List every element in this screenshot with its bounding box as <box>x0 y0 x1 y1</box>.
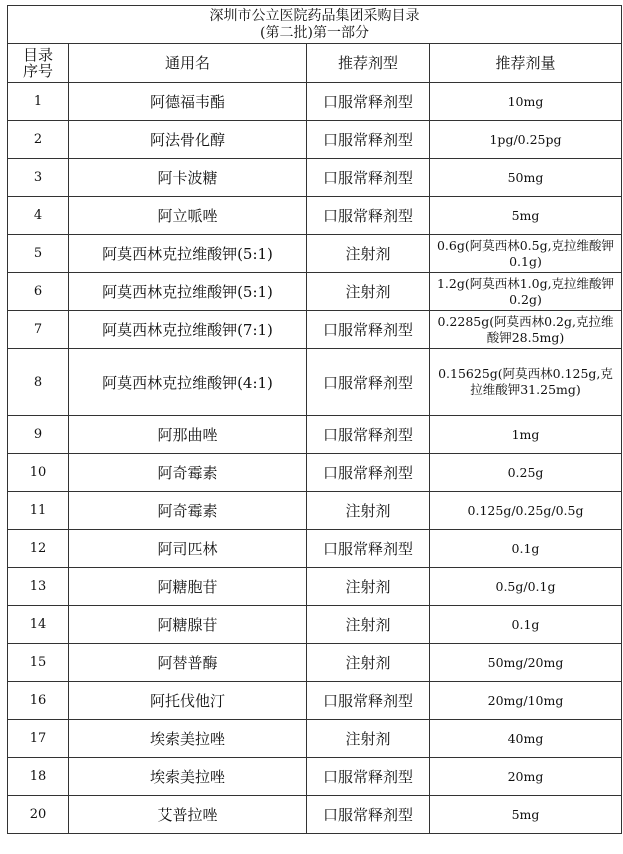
drug-name-cell: 阿那曲唑 <box>69 416 307 454</box>
table-row <box>8 492 622 530</box>
dosage-spec-cell: 0.2285g(阿莫西林0.2g,克拉维酸钾28.5mg) <box>430 311 622 349</box>
drug-name-cell: 埃索美拉唑 <box>69 758 307 796</box>
dosage-form-cell: 口服常释剂型 <box>307 197 430 235</box>
dosage-spec-cell: 1.2g(阿莫西林1.0g,克拉维酸钾0.2g) <box>430 273 622 311</box>
row-number-cell: 6 <box>8 273 69 311</box>
procurement-catalog-sheet <box>7 5 621 834</box>
drug-name-cell: 埃索美拉唑 <box>69 720 307 758</box>
dosage-spec-cell: 1pg/0.25pg <box>430 121 622 159</box>
row-number-cell: 14 <box>8 606 69 644</box>
dosage-spec-cell: 50mg <box>430 159 622 197</box>
header-name: 通用名 <box>69 44 307 83</box>
row-number-cell: 11 <box>8 492 69 530</box>
table-row <box>8 273 622 311</box>
table-row <box>8 121 622 159</box>
drug-name-cell: 阿莫西林克拉维酸钾(5:1) <box>69 273 307 311</box>
row-number-cell: 13 <box>8 568 69 606</box>
dosage-form-cell: 注射剂 <box>307 235 430 273</box>
table-row <box>8 568 622 606</box>
dosage-spec-cell: 0.1g <box>430 606 622 644</box>
drug-name-cell: 阿卡波糖 <box>69 159 307 197</box>
row-number-cell: 2 <box>8 121 69 159</box>
row-number-cell: 7 <box>8 311 69 349</box>
header-seq <box>8 44 69 83</box>
drug-name-cell: 阿奇霉素 <box>69 454 307 492</box>
drug-name-cell: 阿奇霉素 <box>69 492 307 530</box>
dosage-form-cell: 注射剂 <box>307 606 430 644</box>
table-row <box>8 530 622 568</box>
dosage-spec-cell: 0.25g <box>430 454 622 492</box>
drug-name-cell: 阿立哌唑 <box>69 197 307 235</box>
drug-name-cell: 阿糖腺苷 <box>69 606 307 644</box>
drug-catalog-table <box>7 5 622 834</box>
row-number-cell: 17 <box>8 720 69 758</box>
dosage-form-cell: 注射剂 <box>307 720 430 758</box>
dosage-form-cell: 口服常释剂型 <box>307 682 430 720</box>
drug-name-cell: 阿替普酶 <box>69 644 307 682</box>
row-number-cell: 10 <box>8 454 69 492</box>
dosage-form-cell: 口服常释剂型 <box>307 416 430 454</box>
table-row <box>8 682 622 720</box>
dosage-form-cell: 口服常释剂型 <box>307 796 430 834</box>
dosage-spec-cell: 0.6g(阿莫西林0.5g,克拉维酸钾0.1g) <box>430 235 622 273</box>
dosage-form-cell: 注射剂 <box>307 644 430 682</box>
dosage-spec-cell: 0.125g/0.25g/0.5g <box>430 492 622 530</box>
drug-name-cell: 阿德福韦酯 <box>69 83 307 121</box>
table-row <box>8 758 622 796</box>
dosage-spec-cell: 0.1g <box>430 530 622 568</box>
table-row <box>8 159 622 197</box>
drug-name-cell: 阿法骨化醇 <box>69 121 307 159</box>
dosage-spec-cell: 0.15625g(阿莫西林0.125g,克拉维酸钾31.25mg) <box>430 349 622 416</box>
dosage-form-cell: 口服常释剂型 <box>307 349 430 416</box>
title-row <box>8 6 622 44</box>
row-number-cell: 8 <box>8 349 69 416</box>
table-body <box>8 83 622 834</box>
row-number-cell: 18 <box>8 758 69 796</box>
dosage-spec-cell: 50mg/20mg <box>430 644 622 682</box>
dosage-spec-cell: 5mg <box>430 796 622 834</box>
table-row <box>8 311 622 349</box>
dosage-form-cell: 口服常释剂型 <box>307 121 430 159</box>
drug-name-cell: 阿莫西林克拉维酸钾(7:1) <box>69 311 307 349</box>
drug-name-cell: 阿莫西林克拉维酸钾(4:1) <box>69 349 307 416</box>
row-number-cell: 4 <box>8 197 69 235</box>
header-seq-line-1: 目录 <box>22 46 53 64</box>
row-number-cell: 1 <box>8 83 69 121</box>
drug-name-cell: 阿司匹林 <box>69 530 307 568</box>
dosage-form-cell: 口服常释剂型 <box>307 758 430 796</box>
table-title <box>8 6 622 44</box>
dosage-spec-cell: 1mg <box>430 416 622 454</box>
dosage-form-cell: 口服常释剂型 <box>307 454 430 492</box>
drug-name-cell: 阿糖胞苷 <box>69 568 307 606</box>
header-form: 推荐剂型 <box>307 44 430 83</box>
header-seq-line-2: 序号 <box>22 62 53 80</box>
table-row <box>8 606 622 644</box>
row-number-cell: 9 <box>8 416 69 454</box>
dosage-spec-cell: 20mg <box>430 758 622 796</box>
table-row <box>8 83 622 121</box>
table-row <box>8 644 622 682</box>
dosage-form-cell: 口服常释剂型 <box>307 530 430 568</box>
drug-name-cell: 艾普拉唑 <box>69 796 307 834</box>
dosage-form-cell: 注射剂 <box>307 273 430 311</box>
row-number-cell: 12 <box>8 530 69 568</box>
row-number-cell: 20 <box>8 796 69 834</box>
header-row <box>8 44 622 83</box>
table-row <box>8 235 622 273</box>
dosage-spec-cell: 5mg <box>430 197 622 235</box>
header-spec: 推荐剂量 <box>430 44 622 83</box>
title-line-2: (第二批)第一部分 <box>260 24 369 41</box>
table-row <box>8 416 622 454</box>
dosage-form-cell: 口服常释剂型 <box>307 83 430 121</box>
drug-name-cell: 阿莫西林克拉维酸钾(5:1) <box>69 235 307 273</box>
dosage-spec-cell: 40mg <box>430 720 622 758</box>
table-row <box>8 197 622 235</box>
table-row <box>8 349 622 416</box>
dosage-form-cell: 口服常释剂型 <box>307 159 430 197</box>
table-row <box>8 796 622 834</box>
dosage-spec-cell: 0.5g/0.1g <box>430 568 622 606</box>
title-line-1: 深圳市公立医院药品集团采购目录 <box>209 7 420 24</box>
table-row <box>8 720 622 758</box>
row-number-cell: 5 <box>8 235 69 273</box>
dosage-form-cell: 注射剂 <box>307 492 430 530</box>
dosage-form-cell: 注射剂 <box>307 568 430 606</box>
row-number-cell: 3 <box>8 159 69 197</box>
table-row <box>8 454 622 492</box>
row-number-cell: 15 <box>8 644 69 682</box>
dosage-spec-cell: 20mg/10mg <box>430 682 622 720</box>
row-number-cell: 16 <box>8 682 69 720</box>
dosage-form-cell: 口服常释剂型 <box>307 311 430 349</box>
drug-name-cell: 阿托伐他汀 <box>69 682 307 720</box>
dosage-spec-cell: 10mg <box>430 83 622 121</box>
